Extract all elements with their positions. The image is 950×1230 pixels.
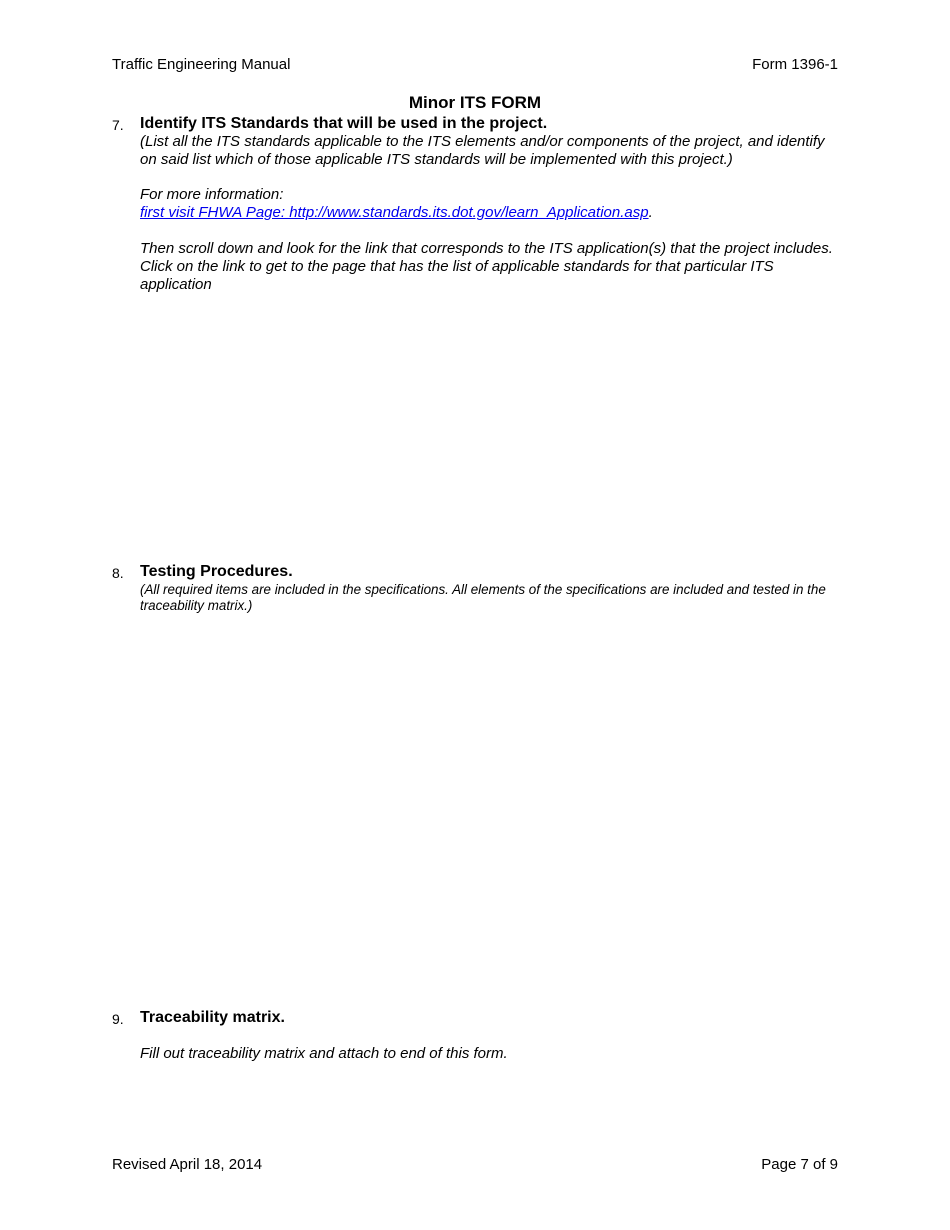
fhwa-standards-link[interactable]: first visit FHWA Page: http://www.standards.its.dot.gov/learn_Application.asp [140, 204, 649, 221]
header-form-number: Form 1396-1 [752, 56, 838, 73]
page-title: Minor ITS FORM [408, 93, 542, 112]
section-7-followup: Then scroll down and look for the link that corresponds to the ITS application(s) that the project includes. Click on the link to get to the page that has the list of applicable standards for that particular ITS application [140, 240, 833, 293]
header-manual-title: Traffic Engineering Manual [112, 56, 291, 73]
link-trailing-period: . [648, 204, 653, 221]
section-8-heading: Testing Procedures. [140, 563, 293, 580]
section-7-instructions: (List all the ITS standards applicable to the ITS elements and/or components of the project, and identify on said list which of those applicable ITS standards will be implemented with this project.) [140, 133, 825, 168]
section-7-number: 7. [112, 117, 124, 133]
section-7-more-info-label: For more information: [140, 186, 284, 203]
section-8-instructions: (All required items are included in the specifications. All elements of the specifications are included and tested in the traceability matrix.) [140, 582, 826, 613]
section-7-link-line [140, 204, 840, 222]
section-9-number: 9. [112, 1011, 124, 1027]
section-8-number: 8. [112, 565, 124, 581]
section-9-heading: Traceability matrix. [140, 1009, 285, 1026]
section-7-heading: Identify ITS Standards that will be used in the project. [140, 115, 548, 132]
footer-revision-date: Revised April 18, 2014 [112, 1156, 263, 1173]
footer-page-number: Page 7 of 9 [761, 1156, 838, 1173]
section-9-instructions: Fill out traceability matrix and attach to end of this form. [140, 1045, 508, 1062]
